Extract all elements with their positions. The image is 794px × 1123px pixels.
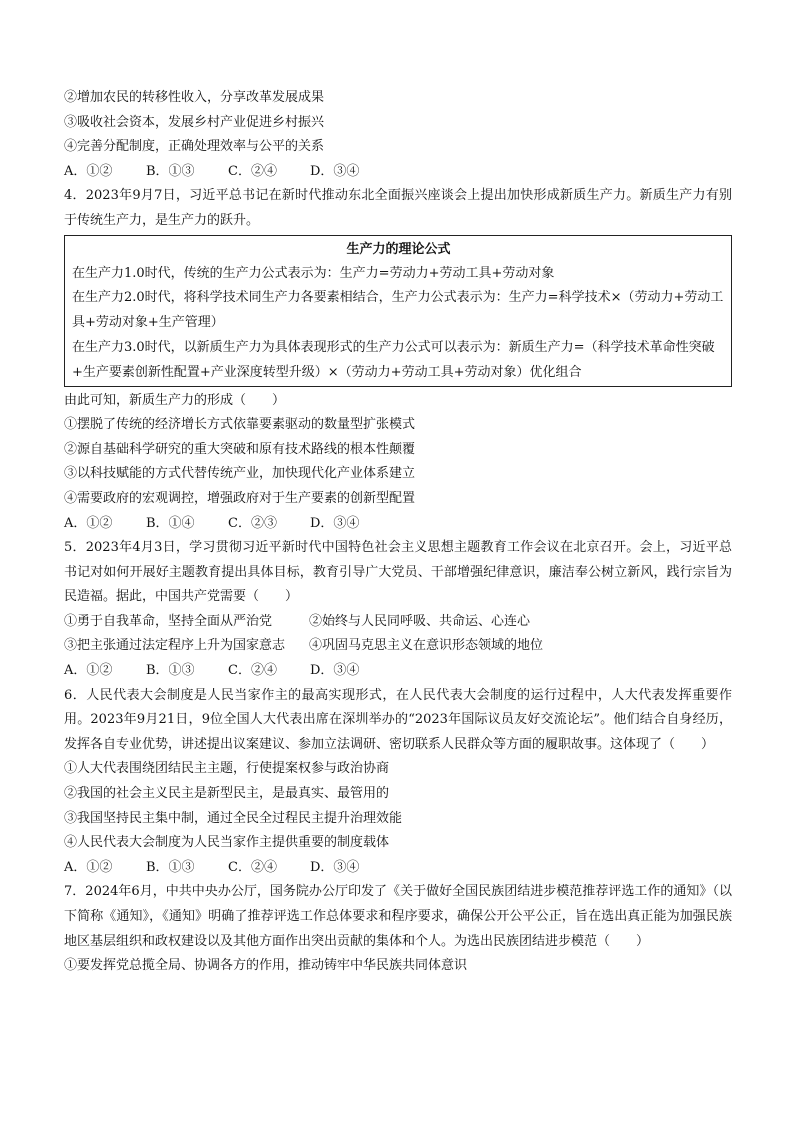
formula-line-3: 在生产力3.0时代，以新质生产力为具体表现形式的生产力公式可以表示为：新质生产力=（科学技术革命性突破+生产要素创新性配置+产业深度转型升级）×（劳动力+劳动工具+劳动对象）优化组合 <box>72 339 715 380</box>
q5-stem: 5．2023年4月3日，学习贯彻习近平新时代中国特色社会主义思想主题教育工作会议在北京召开。会上，习近平总书记对如何开展好主题教育提出具体目标，教育引导广大党员、干部增强纪律意识，廉洁奉公树立新风，践行宗旨为民造福。据此，中国共产党需要（ ） <box>64 540 732 605</box>
q6-option-4: ④人民代表大会制度为人民当家作主提供重要的制度载体 <box>64 835 390 851</box>
q4-choice-a[interactable]: A．①② <box>64 515 113 531</box>
formula-box <box>64 235 732 387</box>
q4-question: 由此可知，新质生产力的形成（ ） <box>64 392 286 408</box>
q4-choice-c[interactable]: C．②③ <box>228 515 277 531</box>
q6-option-3: ③我国坚持民主集中制，通过全民全过程民主提升治理效能 <box>64 810 403 826</box>
q4-stem: 4．2023年9月7日，习近平总书记在新时代推动东北全面振兴座谈会上提出加快形成新质生产力。新质生产力有别于传统生产力，是生产力的跃升。 <box>64 188 732 228</box>
q7-option-1: ①要发挥党总揽全局、协调各方的作用，推动铸牢中华民族共同体意识 <box>64 958 468 974</box>
q5-option-4: ④巩固马克思主义在意识形态领域的地位 <box>309 638 544 654</box>
q7-stem: 7．2024年6月，中共中央办公厅，国务院办公厅印发了《关于做好全国民族团结进步模范推荐评选工作的通知》（以下简称《通知》，《通知》明确了推荐评选工作总体要求和程序要求，确保公开公平公正，旨在选出真正能为加强民族地区基层组织和政权建设以及其他方面作出突出贡献的集体和个人。为选出民族团结进步模范（ ） <box>64 884 732 949</box>
q6-option-1: ①人大代表围绕团结民主主题，行使提案权参与政治协商 <box>64 761 390 777</box>
q6-choice-a[interactable]: A．①② <box>64 859 113 875</box>
q5-choice-c[interactable]: C．②④ <box>228 663 277 679</box>
q3-choice-d[interactable]: D．③④ <box>310 163 360 179</box>
q3-option-3: ③吸收社会资本，发展乡村产业促进乡村振兴 <box>64 114 325 130</box>
q6-stem: 6．人民代表大会制度是人民当家作主的最高实现形式，在人民代表大会制度的运行过程中，人大代表发挥重要作用。2023年9月21日，9位全国人大代表出席在深圳举办的“2023年国际议员友好交流论坛”。他们结合自身经历，发挥各自专业优势，讲述提出议案建议、参加立法调研、密切联系人民群众等方面的履职故事。这体现了（ ） <box>64 687 732 752</box>
q4-choice-b[interactable]: B．①④ <box>146 515 195 531</box>
q5-options-row-1 <box>64 610 732 635</box>
formula-box-title: 生产力的理论公式 <box>346 241 451 257</box>
formula-line-2: 在生产力2.0时代，将科学技术同生产力各要素相结合，生产力公式表示为：生产力=科学技术×（劳动力+劳动工具+劳动对象+生产管理） <box>72 290 724 331</box>
q5-choice-a[interactable]: A．①② <box>64 663 113 679</box>
exam-page <box>64 86 732 979</box>
q3-choice-c[interactable]: C．②④ <box>228 163 277 179</box>
q5-choice-b[interactable]: B．①③ <box>146 663 195 679</box>
q3-choice-b[interactable]: B．①③ <box>146 163 195 179</box>
formula-line-1: 在生产力1.0时代，传统的生产力公式表示为：生产力=劳动力+劳动工具+劳动对象 <box>72 265 555 281</box>
q5-option-2: ②始终与人民同呼吸、共命运、心连心 <box>309 613 531 629</box>
q3-option-4: ④完善分配制度，正确处理效率与公平的关系 <box>64 139 325 155</box>
q5-choices <box>64 659 732 684</box>
q3-choice-a[interactable]: A．①② <box>64 163 113 179</box>
q4-choice-d[interactable]: D．③④ <box>310 515 360 531</box>
q4-option-1: ①摆脱了传统的经济增长方式依靠要素驱动的数量型扩张模式 <box>64 417 416 433</box>
q6-choices <box>64 856 732 881</box>
q6-choice-d[interactable]: D．③④ <box>310 859 360 875</box>
q3-choices <box>64 160 732 185</box>
q6-choice-c[interactable]: C．②④ <box>228 859 277 875</box>
q4-choices <box>64 512 732 537</box>
q5-choice-d[interactable]: D．③④ <box>310 663 360 679</box>
q5-option-1: ①勇于自我革命，坚持全面从严治党 <box>64 613 273 629</box>
q4-option-2: ②源自基础科学研究的重大突破和原有技术路线的根本性颠覆 <box>64 441 416 457</box>
q4-option-3: ③以科技赋能的方式代替传统产业，加快现代化产业体系建立 <box>64 466 416 482</box>
q5-options-row-2 <box>64 634 732 659</box>
q6-option-2: ②我国的社会主义民主是新型民主，是最真实、最管用的 <box>64 786 390 802</box>
q5-option-3: ③把主张通过法定程序上升为国家意志 <box>64 638 286 654</box>
q6-choice-b[interactable]: B．①③ <box>146 859 195 875</box>
q4-option-4: ④需要政府的宏观调控，增强政府对于生产要素的创新型配置 <box>64 490 416 506</box>
q3-option-2: ②增加农民的转移性收入，分享改革发展成果 <box>64 90 325 105</box>
